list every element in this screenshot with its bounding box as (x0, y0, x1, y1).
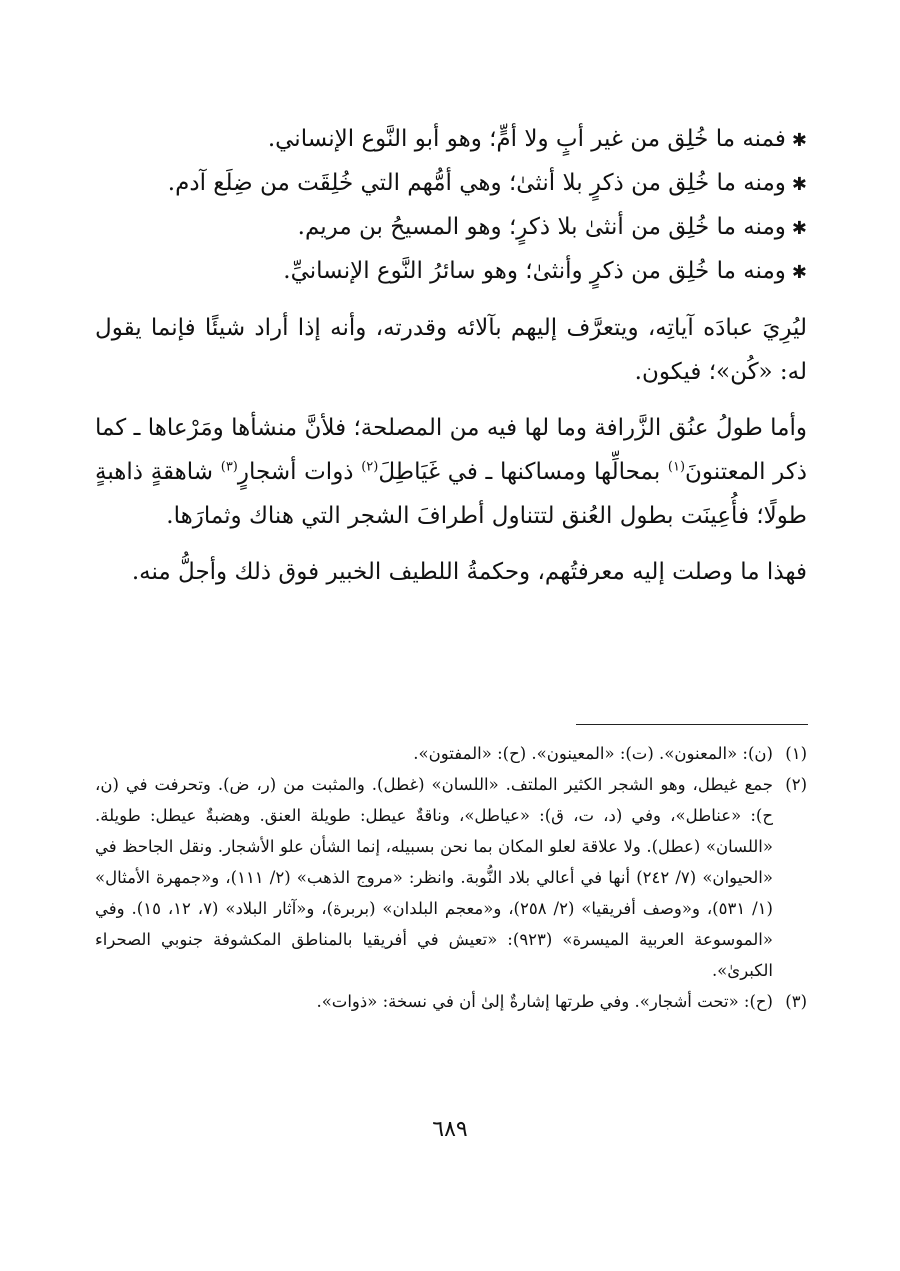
footnote-item (95, 769, 807, 986)
asterisk-icon: ✱ (791, 174, 807, 195)
bullet-item: ✱ومنه ما خُلِق من ذكرٍ وأنثىٰ؛ وهو سائرُ النَّوع الإنسانيِّ. (283, 258, 807, 284)
bullet-item: ✱ومنه ما خُلِق من ذكرٍ بلا أنثىٰ؛ وهي أمُّهم التي خُلِقَت من ضِلَع آدم. (167, 170, 807, 196)
footnote-divider (576, 724, 808, 725)
paragraph-signs: ليُرِيَ عبادَه آياتِه، ويتعرَّف إليهم بآلائه وقدرته، وأنه إذا أراد شيئًا فإنما يقول له: «كُن»؛ فيكون. (95, 315, 807, 385)
asterisk-icon: ✱ (791, 262, 807, 283)
page-number: ٦٨٩ (432, 1117, 468, 1142)
footnote-item (95, 986, 807, 1017)
main-text (95, 118, 807, 594)
footnote-ref-1[interactable]: (١) (667, 459, 686, 475)
footnote-text: (ن): «المعنون». (ت): «المعينون». (ح): «المفتون». (413, 744, 773, 763)
footnote-number: (٢) (785, 775, 807, 794)
asterisk-icon: ✱ (791, 218, 807, 239)
paragraph-giraffe: وأما طولُ عنُق الزَّرافة وما لها فيه من المصلحة؛ فلأنَّ منشأها ومَرْعاها ـ كما ذكر المعتنونَ$^{(١)}$ بمحالِّها ومساكنها ـ في غَيَاطِلَ$^{(٢)}$ ذوات أشجارٍ$^{(٣)}$ شاهقةٍ ذاهبةٍ طولًا؛ فأُعِينَت بطول العُنق لتتناول أطرافَ الشجر التي هناك وثمارَها. (95, 415, 808, 529)
footnote-item (95, 738, 807, 769)
bullet-list (95, 118, 807, 294)
paragraph-conclusion: فهذا ما وصلت إليه معرفتُهم، وحكمةُ اللطيف الخبير فوق ذلك وأجلُّ منه. (131, 559, 807, 585)
footnote-text: (ح): «تحت أشجار». وفي طرتها إشارةٌ إلىٰ أن في نسخة: «ذوات». (316, 992, 773, 1011)
footnote-number: (١) (785, 744, 807, 763)
bullet-item: ✱ومنه ما خُلِق من أنثىٰ بلا ذكرٍ؛ وهو المسيحُ بن مريم. (297, 214, 807, 240)
footnote-text: جمع غيطل، وهو الشجر الكثير الملتف. «اللسان» (غطل). والمثبت من (ر، ض). وتحرفت في (ن، ح): «عناطل»، وفي (د، ت، ق): «عياطل»، وناقةٌ عيطل: طويلة العنق. وهضبةٌ عيطل: طويلة. «اللسان» (عطل). ولا علاقة لعلو المكان بما نحن بسبيله، إنما الشأن علو الأشجار. ونقل الجاحظ في «الحيوان» (٧/ ٢٤٢) أنها في أعالي بلاد النُّوبة. وانظر: «مروج الذهب» (٢/ ١١١)، و«جمهرة الأمثال» (١/ ٥٣١)، و«وصف أفريقيا» (٢/ ٢٥٨)، و«معجم البلدان» (بربرة)، و«آثار البلاد» (٧، ١٢، ١٥). وفي «الموسوعة العربية الميسرة» (٩٢٣): «تعيش في أفريقيا بالمناطق المكشوفة جنوبي الصحراء الكبرىٰ». (95, 775, 773, 980)
footnote-number: (٣) (785, 992, 807, 1011)
bullet-item: ✱فمنه ما خُلِق من غير أبٍ ولا أمٍّ؛ وهو أبو النَّوع الإنساني. (267, 126, 807, 152)
footnote-ref-2[interactable]: (٢) (361, 459, 379, 475)
asterisk-icon: ✱ (791, 130, 807, 151)
footnotes (95, 738, 807, 1017)
footnote-ref-3[interactable]: (٣) (220, 459, 238, 475)
